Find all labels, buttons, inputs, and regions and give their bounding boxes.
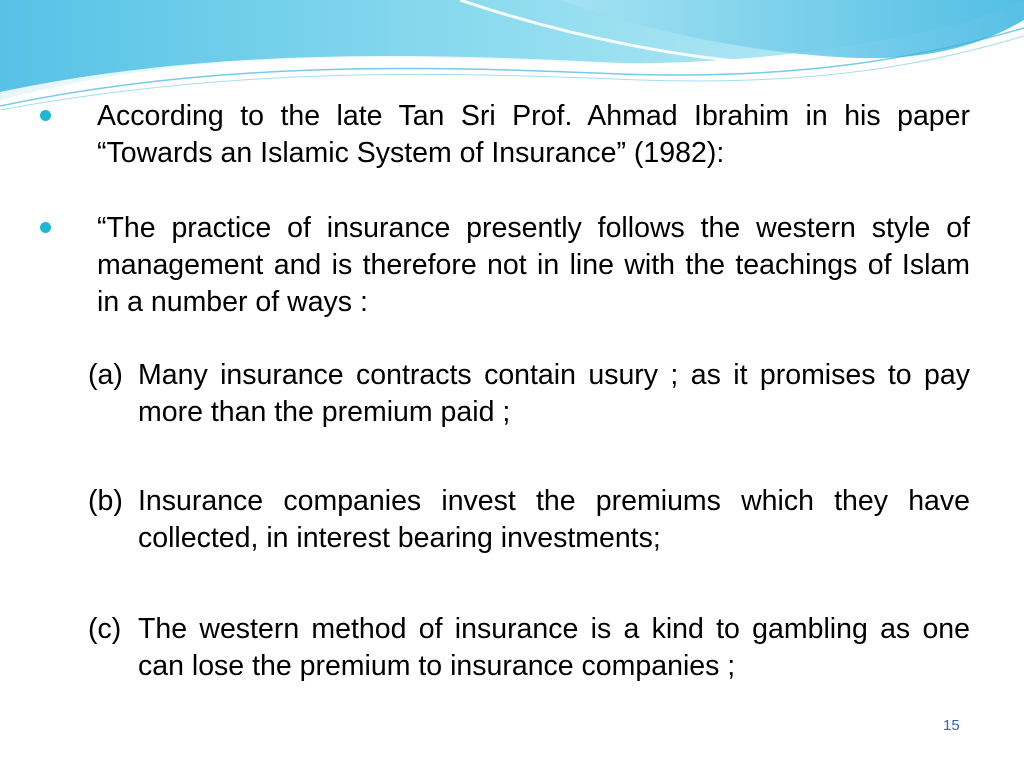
sub-item-label: (b) (88, 485, 123, 517)
sub-item-label: (a) (88, 359, 123, 391)
bullet-item-2 (38, 210, 970, 321)
sub-item-b (88, 483, 970, 557)
sub-item-text: The western method of insurance is a kind to gambling as one can lose the premium to insurance companies ; (138, 613, 970, 682)
bullet-text-1: According to the late Tan Sri Prof. Ahmad Ibrahim in his paper “Towards an Islamic System of Insurance” (1982): (97, 100, 970, 169)
bullet-dot-icon (38, 98, 97, 172)
sub-item-text: Many insurance contracts contain usury ; as it promises to pay more than the premium paid ; (138, 359, 970, 428)
bullet-dot-icon (38, 210, 97, 321)
page-number: 15 (943, 717, 960, 734)
sub-item-a (88, 357, 970, 431)
sub-item-text: Insurance companies invest the premiums which they have collected, in interest bearing investments; (138, 485, 970, 554)
sub-item-c (88, 611, 970, 685)
bullet-text-2: “The practice of insurance presently follows the western style of management and is therefore not in line with the teachings of Islam in a number of ways : (97, 212, 970, 318)
bullet-item-1 (38, 98, 970, 172)
header-wave-decoration (0, 0, 1024, 110)
sub-item-label: (c) (88, 613, 122, 645)
